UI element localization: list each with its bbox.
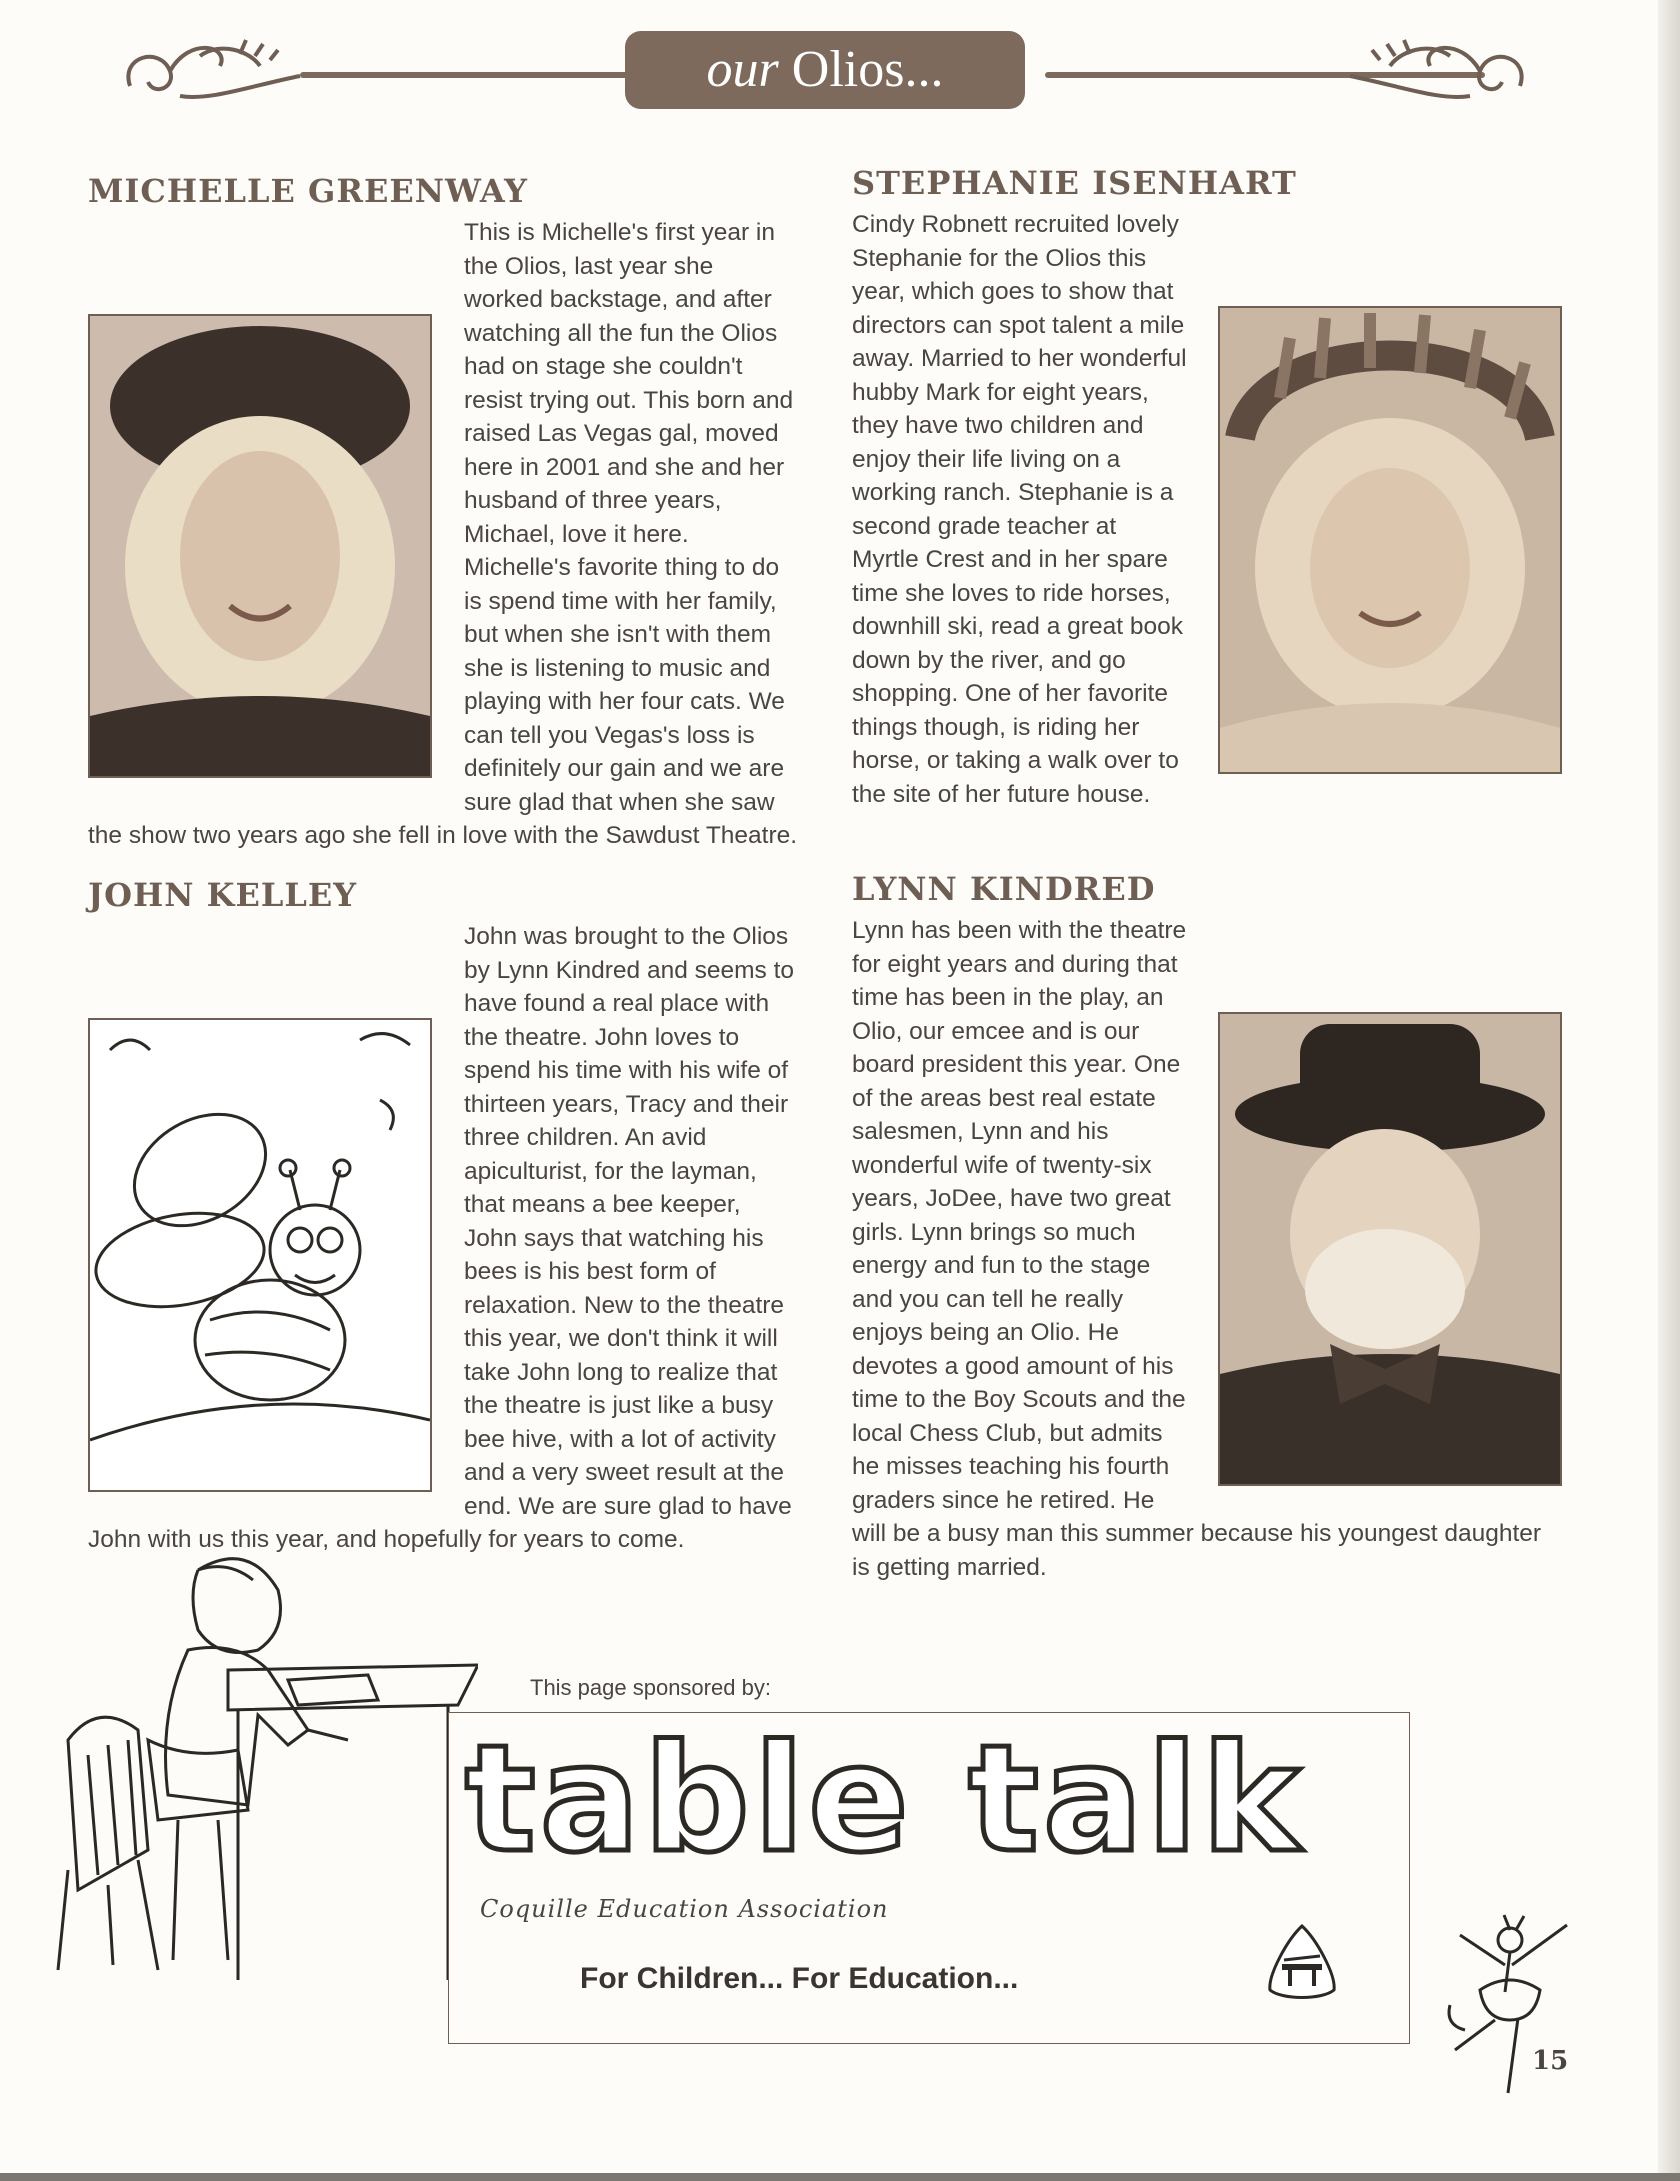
sponsor-label: This page sponsored by: xyxy=(530,1675,771,1700)
photo-stephanie-isenhart xyxy=(1218,306,1562,774)
page-title xyxy=(625,31,1025,109)
page-bottom-edge xyxy=(0,2173,1680,2181)
sponsor-organization: Coquille Education Association xyxy=(480,1895,889,1923)
sponsor-brand: table talk xyxy=(465,1718,1304,1878)
association-logo-icon xyxy=(1262,1920,1342,2004)
bio-text: This is Michelle's first year in the Olios, last year she worked backstage, and after watching all the fun the Olios had on stage she couldn't resist trying out. This born and raised Las Vegas gal, moved here in 2001 and she and her husband of three years, Michael, love it here. Michelle's favorite thing to do is spend time with her family, but when she isn't with them she is listening to music and playing with her four cats. We can tell you Vegas's loss is definitely our gain and we are sure glad that when she saw the show two years ago she fell in love with the Sawdust Theatre. xyxy=(88,219,798,849)
page-title-rest: Olios... xyxy=(778,41,944,98)
page-title-italic: our xyxy=(706,41,779,98)
bio-text: John was brought to the Olios by Lynn Kindred and seems to have found a real place with the theatre. John loves to spend his time with his wife of thirteen years, Tracy and their three children. An avid apiculturist, for the layman, that means a bee keeper, John says that watching his bees is his best form of relaxation. New to the theatre this year, we don't think it will take John long to realize that the theatre is just like a busy bee hive, with a lot of activity and a very sweet result at the end. We are sure glad to have John with us this year, and hopefully for years to come. xyxy=(88,923,795,1553)
child-at-desk-illustration xyxy=(48,1540,478,1980)
flourish-left-icon xyxy=(110,26,310,122)
photo-michelle-greenway xyxy=(88,314,432,778)
bio-text: Lynn has been with the theatre for eight years and during that time has been in the play, an Olio, our emcee and is our board president this year. One of the areas best real estate salesmen, Lynn and his wonderful wife of twenty-six years, JoDee, have two great girls. Lynn brings so much energy and fun to the stage and you can tell he really enjoys being an Olio. He devotes a good amount of his time to the Boy Scouts and the local Chess Club, but admits he misses teaching his fourth graders since he retired. He will be a busy man this summer because his youngest daughter is getting married. xyxy=(852,917,1542,1581)
flourish-right-icon xyxy=(1340,26,1540,122)
bio-john-kelley xyxy=(88,876,798,1557)
sponsor-tagline: For Children... For Education... xyxy=(580,1962,1019,1995)
page-header xyxy=(110,26,1540,122)
bio-stephanie-isenhart xyxy=(852,164,1562,811)
bio-lynn-kindred xyxy=(852,870,1562,1584)
bio-michelle-greenway xyxy=(88,172,798,853)
bio-name: JOHN KELLEY xyxy=(88,876,358,914)
bio-name: STEPHANIE ISENHART xyxy=(852,164,1297,202)
page-number: 15 xyxy=(1532,2046,1569,2076)
bio-name: MICHELLE GREENWAY xyxy=(88,172,528,210)
sponsor-brand-logo xyxy=(455,1718,1405,1878)
bio-text: Cindy Robnett recruited lovely Stephanie for the Olios this year, which goes to show that directors can spot talent a mile away. Married to her wonderful hubby Mark for eight years, they have two children and enjoy their life living on a working ranch. Stephanie is a second grade teacher at Myrtle Crest and in her spare time she loves to ride horses, downhill ski, read a great book down by the river, and go shopping. One of her favorite things though, is riding her horse, or taking a walk over to the site of her future house. xyxy=(852,211,1187,808)
bee-illustration xyxy=(88,1018,432,1492)
bio-name: LYNN KINDRED xyxy=(852,870,1156,908)
photo-lynn-kindred xyxy=(1218,1012,1562,1486)
page-edge-shadow xyxy=(1658,0,1680,2181)
